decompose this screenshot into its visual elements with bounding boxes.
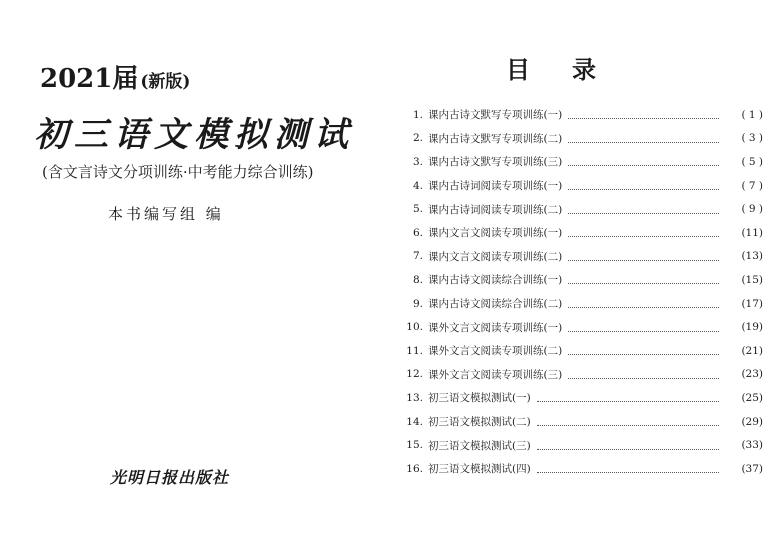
toc-entry-title: 课内文言文阅读专项训练(一): [428, 227, 563, 240]
toc-entry-number: 4.: [412, 179, 423, 192]
toc-entry-page: (19): [741, 321, 763, 334]
toc-entry-title: 初三语文模拟测试(一): [428, 392, 531, 405]
toc-entry-page: (25): [741, 391, 763, 404]
toc-title: 目录: [506, 55, 638, 84]
toc-entry-title: 课内古诗文默写专项训练(二): [428, 132, 563, 145]
toc-entry-number: 5.: [412, 203, 423, 216]
toc-entry-page: (23): [741, 368, 763, 381]
edition-line: [40, 58, 190, 95]
toc-entry-number: 3.: [412, 155, 423, 168]
toc-dot-leader: [537, 393, 719, 402]
publisher-name: 光明日报出版社: [110, 468, 230, 487]
toc-entry-title: 课内古诗文默写专项训练(三): [428, 156, 563, 169]
toc-entry[interactable]: [382, 315, 765, 339]
toc-dot-leader: [537, 417, 719, 426]
toc-entry[interactable]: [382, 339, 765, 363]
toc-list: [382, 103, 765, 481]
book-title: 初三语文模拟测试: [34, 115, 354, 155]
toc-entry[interactable]: [382, 197, 765, 221]
toc-entry-page: ( 7 ): [741, 179, 763, 192]
toc-entry[interactable]: [382, 457, 765, 481]
edition-year: 2021届: [40, 64, 139, 94]
toc-entry-title: 课内文言文阅读专项训练(二): [428, 250, 563, 263]
toc-entry[interactable]: [382, 245, 765, 269]
toc-entry-page: ( 3 ): [741, 132, 763, 145]
toc-entry[interactable]: [382, 103, 765, 127]
toc-entry-page: (29): [741, 415, 763, 428]
toc-entry-number: 12.: [406, 368, 423, 381]
toc-dot-leader: [568, 181, 719, 190]
toc-entry-title: 课内古诗词阅读专项训练(一): [428, 180, 563, 193]
toc-entry-page: (33): [741, 439, 763, 452]
toc-entry[interactable]: [382, 174, 765, 198]
edition-note: (新版): [140, 72, 191, 92]
toc-entry-number: 13.: [406, 391, 423, 404]
toc-entry[interactable]: [382, 410, 765, 434]
toc-entry-number: 7.: [412, 250, 423, 263]
toc-page: [382, 0, 765, 546]
book-subtitle: (含文言诗文分项训练·中考能力综合训练): [42, 163, 314, 181]
toc-entry-page: ( 1 ): [741, 108, 763, 121]
toc-entry[interactable]: [382, 127, 765, 151]
toc-entry[interactable]: [382, 433, 765, 457]
toc-entry-number: 15.: [406, 439, 423, 452]
toc-entry-title: 课内古诗文默写专项训练(一): [428, 109, 563, 122]
toc-entry-page: (11): [741, 226, 763, 239]
toc-entry-number: 16.: [406, 462, 423, 475]
toc-dot-leader: [568, 157, 719, 166]
toc-entry[interactable]: [382, 221, 765, 245]
toc-dot-leader: [568, 370, 719, 379]
toc-entry[interactable]: [382, 386, 765, 410]
toc-entry-number: 1.: [412, 108, 423, 121]
toc-dot-leader: [568, 228, 719, 237]
toc-dot-leader: [568, 134, 719, 143]
toc-entry[interactable]: [382, 268, 765, 292]
toc-dot-leader: [568, 323, 719, 332]
toc-entry-number: 10.: [406, 321, 423, 334]
toc-entry-page: (21): [741, 344, 763, 357]
toc-entry-title: 课外文言文阅读专项训练(二): [428, 345, 563, 358]
toc-entry-number: 2.: [412, 132, 423, 145]
toc-dot-leader: [537, 441, 719, 450]
toc-entry-title: 课内古诗词阅读专项训练(二): [428, 203, 563, 216]
toc-entry-page: (15): [741, 273, 763, 286]
toc-entry-title: 课外文言文阅读专项训练(三): [428, 368, 563, 381]
toc-entry[interactable]: [382, 150, 765, 174]
toc-dot-leader: [568, 252, 719, 261]
cover-page: [0, 0, 382, 546]
toc-entry-page: (37): [741, 462, 763, 475]
toc-entry-page: ( 5 ): [741, 155, 763, 168]
toc-dot-leader: [568, 110, 719, 119]
toc-entry[interactable]: [382, 292, 765, 316]
toc-entry-number: 9.: [412, 297, 423, 310]
toc-entry-number: 6.: [412, 226, 423, 239]
toc-dot-leader: [568, 275, 719, 284]
toc-entry-page: (17): [741, 297, 763, 310]
toc-entry-title: 初三语文模拟测试(三): [428, 439, 531, 452]
toc-entry-number: 8.: [412, 273, 423, 286]
toc-entry-title: 初三语文模拟测试(四): [428, 463, 531, 476]
toc-entry-title: 初三语文模拟测试(二): [428, 416, 531, 429]
toc-entry-page: ( 9 ): [741, 203, 763, 216]
toc-entry-title: 课内古诗文阅读综合训练(一): [428, 274, 563, 287]
toc-entry-page: (13): [741, 250, 763, 263]
toc-entry-title: 课外文言文阅读专项训练(一): [428, 321, 563, 334]
toc-entry-number: 11.: [406, 344, 423, 357]
toc-entry-number: 14.: [406, 415, 423, 428]
editor-credit: 本书编写组 编: [108, 205, 224, 223]
toc-entry-title: 课内古诗文阅读综合训练(二): [428, 298, 563, 311]
toc-dot-leader: [568, 205, 719, 214]
toc-dot-leader: [537, 464, 719, 473]
toc-dot-leader: [568, 346, 719, 355]
toc-entry[interactable]: [382, 363, 765, 387]
toc-dot-leader: [568, 299, 719, 308]
